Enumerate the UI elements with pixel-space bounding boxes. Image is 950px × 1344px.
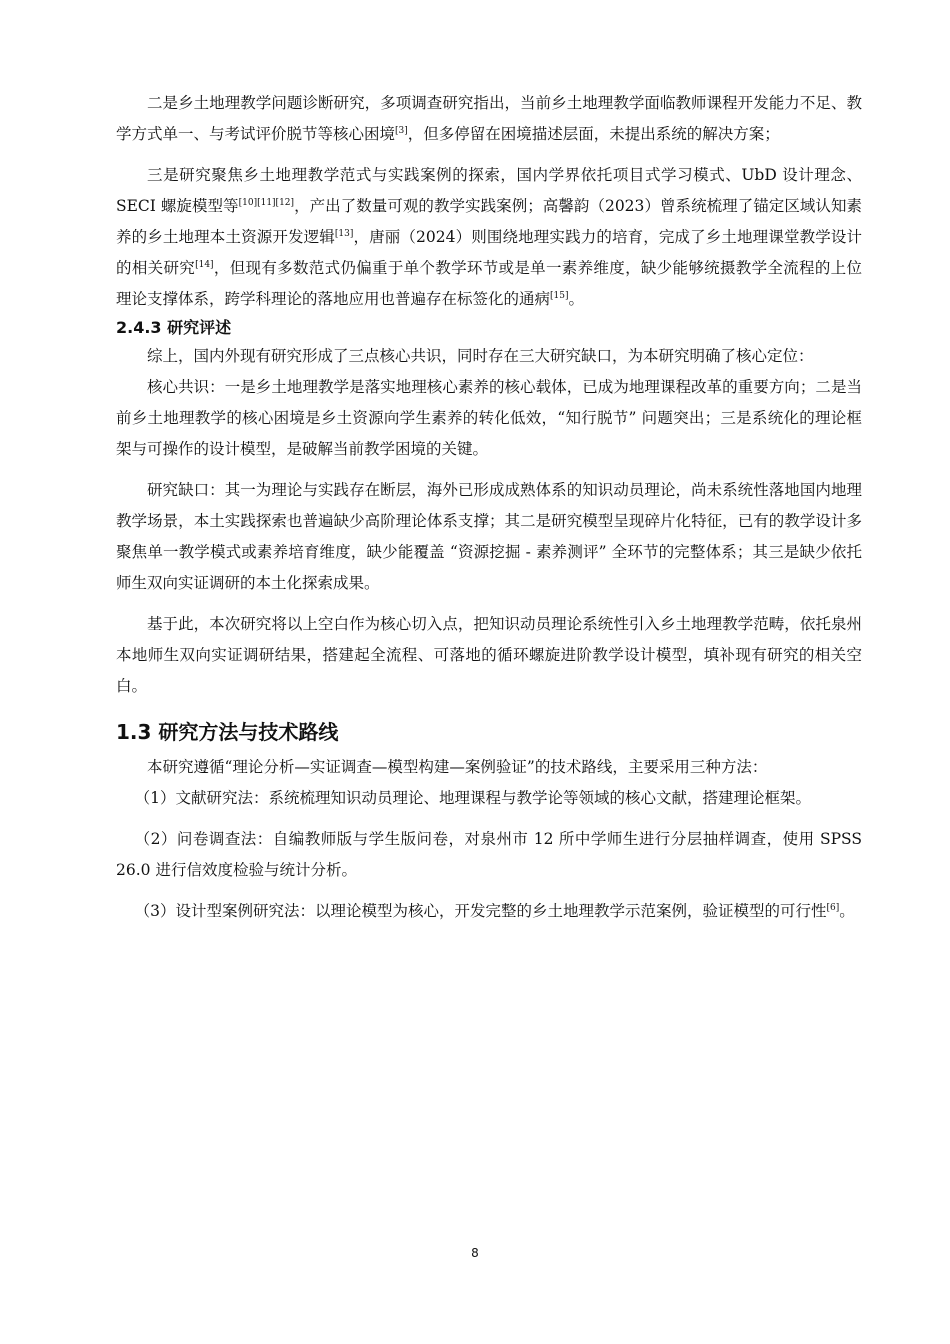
paragraph-based-on-this: 基于此，本次研究将以上空白作为核心切入点，把知识动员理论系统性引入乡土地理教学范畴，依托泉州本地师生双向实证调研结果，搭建起全流程、可落地的循环螺旋进阶教学设计模型，填补现有研究的相关空白。 [116, 615, 862, 695]
paragraph-teaching-paradigm: 三是研究聚焦乡土地理教学范式与实践案例的探索，国内学界依托项目式学习模式、UbD 设计理念、SECI 螺旋模型等[10][11][12]，产出了数量可观的教学实践案例；高馨韵（2023）曾系统梳理了锚定区域认知素养的乡土地理本土资源开发逻辑[13]，唐丽（2024）则围绕地理实践力的培育，完成了乡土地理课堂教学设计的相关研究[14]，但现有多数范式仍偏重于单个教学环节或是单一素养维度，缺少能够统摄教学全流程的上位理论支撑体系，跨学科理论的落地应用也普遍存在标签化的通病[15]。 [116, 166, 863, 308]
paragraph-method-questionnaire: （2）问卷调查法：自编教师版与学生版问卷，对泉州市 12 所中学师生进行分层抽样调查，使用 SPSS 26.0 进行信效度检验与统计分析。 [116, 830, 862, 879]
citation: [3] [395, 125, 408, 136]
paragraph-method-literature: （1）文献研究法：系统梳理知识动员理论、地理课程与教学论等领域的核心文献，搭建理论框架。 [134, 789, 811, 807]
paragraph-method-case-study: （3）设计型案例研究法：以理论模型为核心，开发完整的乡土地理教学示范案例，验证模型的可行性[6]。 [134, 902, 855, 920]
citation: [10][11][12] [238, 197, 295, 208]
paragraph-research-gaps: 研究缺口：其一为理论与实践存在断层，海外已形成成熟体系的知识动员理论，尚未系统性落地国内地理教学场景，本土实践探索也普遍缺少高阶理论体系支撑；其二是研究模型呈现碎片化特征，已有的教学设计多聚焦单一教学模式或素养培育维度，缺少能覆盖 “资源挖掘 - 素养测评” 全环节的完整体系；其三是缺少依托师生双向实证调研的本土化探索成果。 [116, 481, 862, 592]
paragraph-core-consensus: 核心共识：一是乡土地理教学是落实地理核心素养的核心载体，已成为地理课程改革的重要方向；二是当前乡土地理教学的核心困境是乡土资源向学生素养的转化低效，“知行脱节” 问题突出；三是系统化的理论框架与可操作的设计模型，是破解当前教学困境的关键。 [116, 378, 862, 458]
citation: [6] [826, 902, 840, 913]
paragraph-summary: 综上，国内外现有研究形成了三点核心共识，同时存在三大研究缺口，为本研究明确了核心定位： [147, 347, 814, 365]
paragraph-technical-route: 本研究遵循“理论分析—实证调查—模型构建—案例验证”的技术路线，主要采用三种方法： [147, 758, 768, 776]
section-heading-1-3: 1.3 研究方法与技术路线 [116, 720, 339, 744]
page-number: 8 [471, 1246, 479, 1260]
section-heading-2-4-3: 2.4.3 研究评述 [116, 318, 232, 337]
citation: [14] [195, 259, 214, 270]
paragraph-problem-diagnosis: 二是乡土地理教学问题诊断研究，多项调查研究指出，当前乡土地理教学面临教师课程开发能力不足、教学方式单一、与考试评价脱节等核心困境[3]，但多停留在困境描述层面，未提出系统的解决方案； [116, 94, 862, 143]
citation: [13] [334, 228, 354, 239]
document-page [116, 88, 862, 927]
citation: [15] [550, 290, 569, 301]
